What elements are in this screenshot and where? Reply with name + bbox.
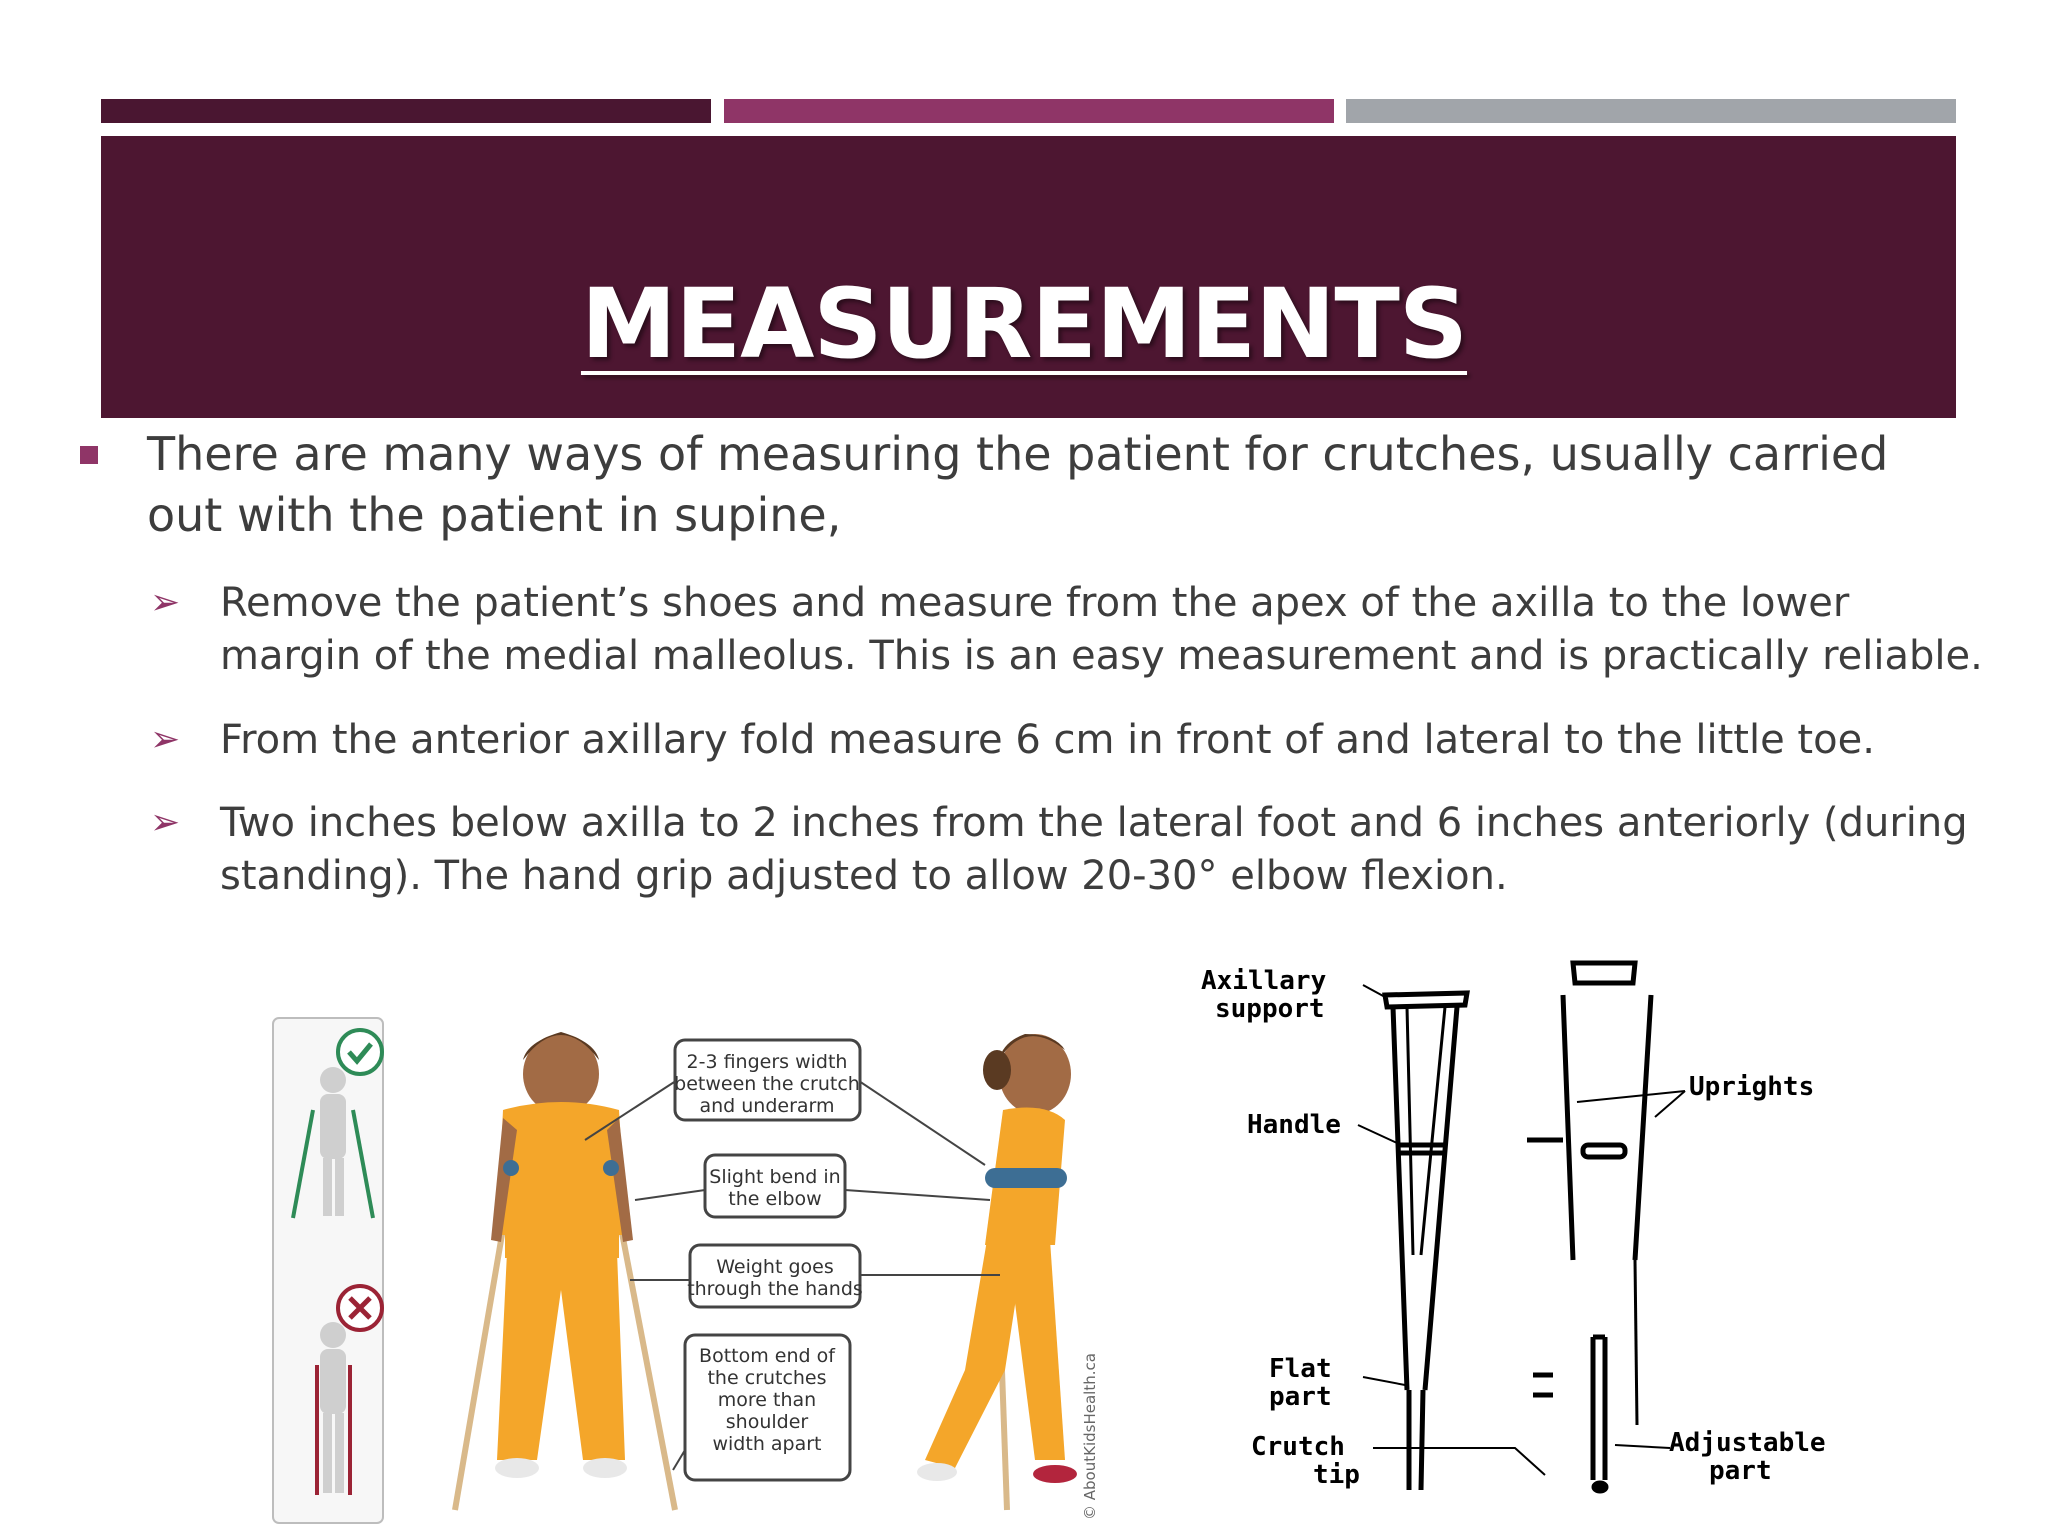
- sub-bullet-text: Remove the patient’s shoes and measure from the apex of the axilla to the lower margin of the medial malleolus. This is an easy measurement and is practically reliable.: [220, 580, 1983, 679]
- main-bullet-text: There are many ways of measuring the patient for crutches, usually carried out with the patient in supine,: [147, 427, 1889, 542]
- arrow-bullet-icon: ➢: [150, 582, 181, 623]
- callout-weight: [630, 1245, 1000, 1307]
- side-view-figure: [917, 1034, 1077, 1510]
- flat-part-label: Flat: [1269, 1354, 1332, 1384]
- axillary-pad: [1385, 993, 1467, 1007]
- handle-slot: [1583, 1145, 1625, 1157]
- illustration-credit: © AboutKidsHealth.ca: [1081, 1353, 1099, 1520]
- leader-line: [1363, 1377, 1405, 1385]
- crutch-tip-label: Crutch: [1251, 1432, 1345, 1462]
- check-icon: [338, 1030, 382, 1074]
- callout-elbow: [635, 1155, 990, 1217]
- tip-end: [1594, 1483, 1606, 1491]
- callout-line: through the hands: [687, 1278, 863, 1300]
- callout-line: 2-3 fingers width: [686, 1051, 848, 1073]
- right-crutch-lower: [1635, 1260, 1637, 1425]
- callout-line: and underarm: [699, 1095, 835, 1117]
- crutch-parts-diagram: [1185, 955, 1885, 1515]
- right-crutch-uprights: [1563, 995, 1651, 1260]
- crutch-fitting-illustration: [265, 990, 1105, 1530]
- callout-line: more than: [717, 1389, 817, 1411]
- left-crutch-handle: [1399, 1145, 1447, 1153]
- cross-icon: [338, 1286, 382, 1330]
- callout-width-apart: [673, 1335, 850, 1480]
- sub-bullet-text: From the anterior axillary fold measure 6 cm in front of and lateral to the little toe.: [220, 717, 1875, 763]
- leader-line: [1373, 1448, 1545, 1475]
- arrow-bullet-icon: ➢: [150, 719, 181, 760]
- callout-line: width apart: [712, 1433, 822, 1455]
- leader-line: [1615, 1445, 1670, 1448]
- axillary-pad: [1573, 963, 1635, 983]
- axillary-support-label: support: [1215, 994, 1325, 1024]
- flat-part-label: part: [1269, 1382, 1332, 1412]
- callout-line: between the crutch: [674, 1073, 860, 1095]
- crutch-tip-label: tip: [1313, 1460, 1360, 1490]
- adjustable-part-label: part: [1709, 1456, 1772, 1486]
- accent-bar-plum: [101, 99, 711, 123]
- callout-line: shoulder: [725, 1411, 809, 1433]
- accent-bar-magenta: [724, 99, 1334, 123]
- accent-bar-gray: [1346, 99, 1956, 123]
- callout-line: Weight goes: [716, 1256, 834, 1278]
- adjustable-extension: [1593, 1337, 1605, 1480]
- left-crutch-tip: [1409, 1390, 1423, 1490]
- callout-line: Slight bend in: [709, 1166, 841, 1188]
- adjustable-part-label: Adjustable: [1669, 1428, 1826, 1458]
- leader-line: [1577, 1091, 1685, 1102]
- arrow-line: [1533, 1375, 1553, 1395]
- sub-bullet-text: Two inches below axilla to 2 inches from the lateral foot and 6 inches anteriorly (during standing). The hand grip adjusted to allow 20-30° elbow flexion.: [220, 800, 1968, 899]
- callout-line: the elbow: [728, 1188, 822, 1210]
- square-bullet-icon: [80, 446, 98, 464]
- leader-line: [1363, 985, 1385, 997]
- arrow-bullet-icon: ➢: [150, 802, 181, 843]
- callout-line: the crutches: [707, 1367, 827, 1389]
- callout-line: Bottom end of: [699, 1345, 835, 1367]
- callout-finger-width: [585, 1040, 985, 1165]
- axillary-support-label: Axillary: [1201, 966, 1327, 996]
- slide-title: MEASUREMENTS: [580, 268, 1468, 380]
- handle-label: Handle: [1247, 1110, 1341, 1140]
- leader-line: [1358, 1125, 1397, 1143]
- leader-line: [1655, 1091, 1685, 1117]
- uprights-label: Uprights: [1689, 1072, 1815, 1102]
